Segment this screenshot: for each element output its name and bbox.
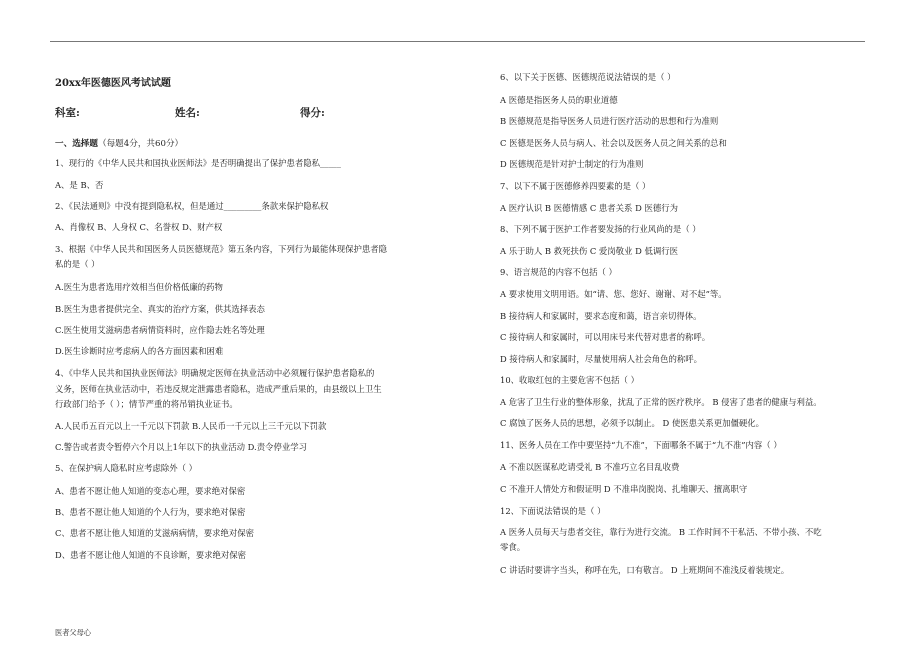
option-line: A、是 B、否 <box>55 180 104 190</box>
option-line: B.医生为患者提供完全、真实的治疗方案，供其选择表态 <box>55 304 265 314</box>
question-line: 9、语言规范的内容不包括（ ） <box>500 267 617 277</box>
option-line: D 医德规范是针对护士制定的行为准则 <box>500 159 644 169</box>
option-line: 零食。 <box>500 542 526 552</box>
option-line: C、患者不愿让他人知道的艾滋病病情，要求绝对保密 <box>55 528 255 538</box>
score-label: 得分: <box>300 107 325 119</box>
question-line: 4、《中华人民共和国执业医师法》明确规定医师在执业活动中必须履行保护患者隐私的 <box>55 368 375 378</box>
option-line: B、患者不愿让他人知道的个人行为，要求绝对保密 <box>55 507 246 517</box>
option-line: B 医德规范是指导医务人员进行医疗活动的思想和行为准则 <box>500 116 719 126</box>
option-line: B 接待病人和家属时，要求态度和蔼，语言亲切得体。 <box>500 311 702 321</box>
option-line: A 乐于助人 B 救死扶伤 C 爱岗敬业 D 低调行医 <box>500 246 678 256</box>
option-line: D 接待病人和家属时，尽量使用病人社会角色的称呼。 <box>500 354 703 364</box>
option-line: C 讲话时要讲字当头，称呼在先，口有敬言。 D 上班期间不准浅反着装规定。 <box>500 565 790 575</box>
section-heading <box>55 139 183 149</box>
header-rule <box>50 41 865 42</box>
option-line: D、患者不愿让他人知道的不良诊断，要求绝对保密 <box>55 550 246 560</box>
question-line: 3、根据《中华人民共和国医务人员医德规范》第五条内容，下列行为最能体现保护患者隐 <box>55 244 387 254</box>
option-line: A 危害了卫生行业的整体形象，扰乱了正常的医疗秩序。 B 侵害了患者的健康与利益。 <box>500 397 822 407</box>
option-line: C.医生使用艾滋病患者病情资料时，应作隐去姓名等处理 <box>55 325 265 335</box>
question-line: 1、现行的《中华人民共和国执业医师法》是否明确提出了保护患者隐私_____ <box>55 158 341 168</box>
exam-title: 20xx年医德医风考试试题 <box>55 78 171 89</box>
option-line: C 腐蚀了医务人员的思想，必须予以制止。 D 使医患关系更加僵硬化。 <box>500 418 764 428</box>
option-line: A、患者不愿让他人知道的变态心理，要求绝对保密 <box>55 486 246 496</box>
name-label: 姓名: <box>175 107 200 119</box>
option-line: A 医疗认识 B 医德情感 C 患者关系 D 医德行为 <box>500 203 678 213</box>
option-line: C 不准开人情处方和假证明 D 不准串岗脱岗、扎堆聊天、擅离职守 <box>500 484 748 494</box>
option-line: A 医务人员每天与患者交往，靠行为进行交流。 B 工作时间不干私活、不带小孩、不吃 <box>500 527 822 537</box>
question-line: 7、以下不属于医德修养四要素的是（ ） <box>500 181 651 191</box>
option-line: C 医德是医务人员与病人、社会以及医务人员之间关系的总和 <box>500 138 727 148</box>
section-label: 一、选择题 <box>55 139 98 149</box>
question-line: 6、以下关于医德、医德规范说法错误的是（ ） <box>500 72 676 82</box>
option-line: A 医德是指医务人员的职业道德 <box>500 95 618 105</box>
question-line: 10、收取红包的主要危害不包括（ ） <box>500 375 639 385</box>
option-line: A.人民币五百元以上一千元以下罚款 B.人民币一千元以上三千元以下罚款 <box>55 421 327 431</box>
question-line: 12、下面说法错误的是（ ） <box>500 506 606 516</box>
question-line: 义务，医师在执业活动中，若违反规定泄露患者隐私，造成严重后果的，由县级以上卫生 <box>55 384 382 394</box>
question-line: 行政部门给予（ ）；情节严重的将吊销执业证书。 <box>55 399 238 409</box>
option-line: C.警告或者责令暂停六个月以上1年以下的执业活动 D.责令停业学习 <box>55 442 307 452</box>
question-line: 8、下列不属于医护工作者要发扬的行业风尚的是（ ） <box>500 224 701 234</box>
question-line: 2、《民法通则》中没有提到隐私权，但是通过_________条款来保护隐私权 <box>55 201 329 211</box>
option-line: C 接待病人和家属时，可以用床号来代替对患者的称呼。 <box>500 332 711 342</box>
option-line: A 不准以医谋私吃请受礼 B 不准巧立名目乱收费 <box>500 462 680 472</box>
section-note: （每题4分，共60分） <box>97 139 184 149</box>
question-line: 私的是（ ） <box>55 259 100 269</box>
option-line: A 要求使用文明用语。如“请、您、您好、谢谢、对不起”等。 <box>500 289 727 299</box>
dept-label: 科室: <box>55 107 80 119</box>
footer-motto: 医者父母心 <box>55 628 91 637</box>
option-line: A.医生为患者选用疗效相当但价格低廉的药物 <box>55 282 223 292</box>
question-line: 11、医务人员在工作中要坚持“九不准”，下面哪条不属于“九不准”内容（ ） <box>500 440 782 450</box>
option-line: A、肖像权 B、人身权 C、名誉权 D、财产权 <box>55 222 223 232</box>
question-line: 5、在保护病人隐私时应考虑除外（ ） <box>55 463 197 473</box>
option-line: D.医生诊断时应考虑病人的各方面因素和困难 <box>55 346 224 356</box>
